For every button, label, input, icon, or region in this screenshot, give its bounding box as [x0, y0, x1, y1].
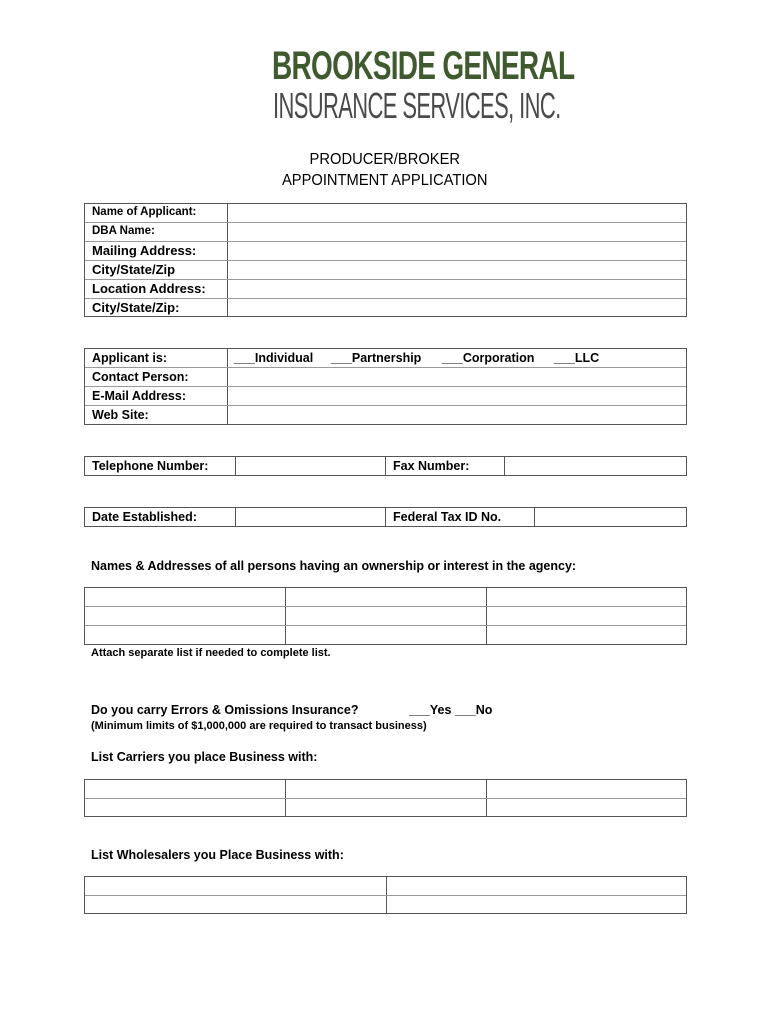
- ownership-table[interactable]: [84, 587, 687, 645]
- contact-person-label: Contact Person:: [92, 370, 189, 384]
- form-title-line-1: PRODUCER/BROKER: [309, 151, 461, 168]
- form-title-line-2: APPOINTMENT APPLICATION: [282, 172, 488, 189]
- carriers-heading: List Carriers you place Business with:: [91, 750, 318, 764]
- phone-table: [84, 456, 687, 476]
- federal-tax-id-label: Federal Tax ID No.: [393, 510, 502, 524]
- mailing-city-state-zip-field[interactable]: [228, 261, 686, 279]
- telephone-number-field[interactable]: [236, 457, 385, 475]
- eo-question: Do you carry Errors & Omissions Insurance?: [91, 703, 359, 717]
- fax-number-field[interactable]: [505, 457, 686, 475]
- date-established-label: Date Established:: [92, 510, 197, 524]
- option-llc[interactable]: ___LLC: [554, 351, 600, 365]
- telephone-number-label: Telephone Number:: [92, 459, 209, 473]
- email-address-label: E-Mail Address:: [92, 389, 187, 403]
- location-city-state-zip-field[interactable]: [228, 299, 686, 317]
- wholesalers-table[interactable]: [84, 876, 687, 914]
- eo-yes-no-options[interactable]: ___Yes ___No: [409, 703, 493, 717]
- dba-name-field[interactable]: [228, 223, 686, 241]
- entity-info-table: [84, 348, 687, 425]
- location-address-label: Location Address:: [92, 281, 206, 296]
- name-of-applicant-field[interactable]: [228, 204, 686, 222]
- applicant-is-label: Applicant is:: [92, 351, 168, 365]
- carriers-table[interactable]: [84, 779, 687, 817]
- mailing-address-field[interactable]: [228, 242, 686, 260]
- date-tax-table: [84, 507, 687, 527]
- option-corporation[interactable]: ___Corporation: [442, 351, 535, 365]
- applicant-info-table: [84, 203, 687, 317]
- logo-line-2: INSURANCE SERVICES, INC.: [273, 85, 561, 126]
- dba-name-label: DBA Name:: [92, 225, 155, 237]
- email-address-field[interactable]: [228, 387, 686, 405]
- eo-minimum-limits-note: (Minimum limits of $1,000,000 are required to transact business): [91, 720, 427, 732]
- option-individual[interactable]: ___Individual: [234, 351, 314, 365]
- name-of-applicant-label: Name of Applicant:: [92, 206, 197, 218]
- mailing-city-state-zip-label: City/State/Zip: [92, 262, 176, 277]
- federal-tax-id-field[interactable]: [535, 508, 686, 526]
- website-label: Web Site:: [92, 408, 149, 422]
- ownership-note: Attach separate list if needed to complete list.: [91, 647, 331, 659]
- option-partnership[interactable]: ___Partnership: [331, 351, 422, 365]
- ownership-heading: Names & Addresses of all persons having an ownership or interest in the agency:: [91, 559, 577, 573]
- contact-person-field[interactable]: [228, 368, 686, 386]
- website-field[interactable]: [228, 406, 686, 424]
- logo-line-1: BROOKSIDE GENERAL: [272, 44, 575, 88]
- location-city-state-zip-label: City/State/Zip:: [92, 300, 180, 315]
- date-established-field[interactable]: [236, 508, 385, 526]
- fax-number-label: Fax Number:: [393, 459, 470, 473]
- mailing-address-label: Mailing Address:: [92, 243, 197, 258]
- wholesalers-heading: List Wholesalers you Place Business with:: [91, 848, 344, 862]
- company-logo: [272, 44, 575, 126]
- location-address-field[interactable]: [228, 280, 686, 298]
